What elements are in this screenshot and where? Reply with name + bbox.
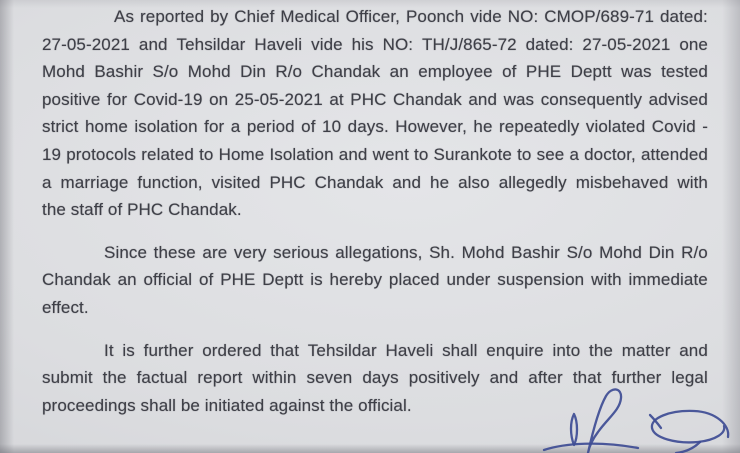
paragraph-suspension	[42, 239, 708, 322]
document-line: effect.	[42, 297, 89, 317]
document-line: Mohd Bashir S/o Mohd Din R/o Chandak an employee of PHE Deptt was tested	[42, 62, 708, 82]
signature-stroke	[571, 414, 577, 445]
document-line: 19 protocols related to Home Isolation and went to Surankote to see a doctor, attended	[42, 144, 708, 164]
document-line: strict home isolation for a period of 10 days. However, he repeatedly violated Covid -	[42, 117, 708, 137]
document-line: proceedings shall be initiated against the official.	[42, 395, 412, 415]
signature-stroke	[652, 411, 728, 442]
handwritten-signature	[540, 376, 740, 453]
document-line: submit the factual report within seven days positively and after that further legal	[42, 368, 708, 388]
document-line: a marriage function, visited PHC Chandak and he also allegedly misbehaved with	[42, 172, 708, 192]
letter-body	[42, 3, 708, 434]
document-line: As reported by Chief Medical Officer, Poonch vide NO: CMOP/689-71 dated:	[114, 7, 708, 26]
document-line: Chandak an official of PHE Deptt is hereby placed under suspension with immediate	[42, 270, 708, 290]
document-line: 27-05-2021 and Tehsildar Haveli vide his NO: TH/J/865-72 dated: 27-05-2021 one	[42, 34, 708, 54]
document-line: It is further ordered that Tehsildar Haveli shall enquire into the matter and	[104, 340, 708, 360]
document-line: Since these are very serious allegations, Sh. Mohd Bashir S/o Mohd Din R/o	[104, 242, 708, 262]
document-line: the staff of PHC Chandak.	[42, 200, 242, 220]
signature-stroke	[544, 444, 638, 450]
signature-stroke	[676, 442, 700, 453]
paragraph-report	[42, 3, 708, 224]
document-line: positive for Covid-19 on 25-05-2021 at PHC Chandak and was consequently advised	[42, 89, 708, 109]
